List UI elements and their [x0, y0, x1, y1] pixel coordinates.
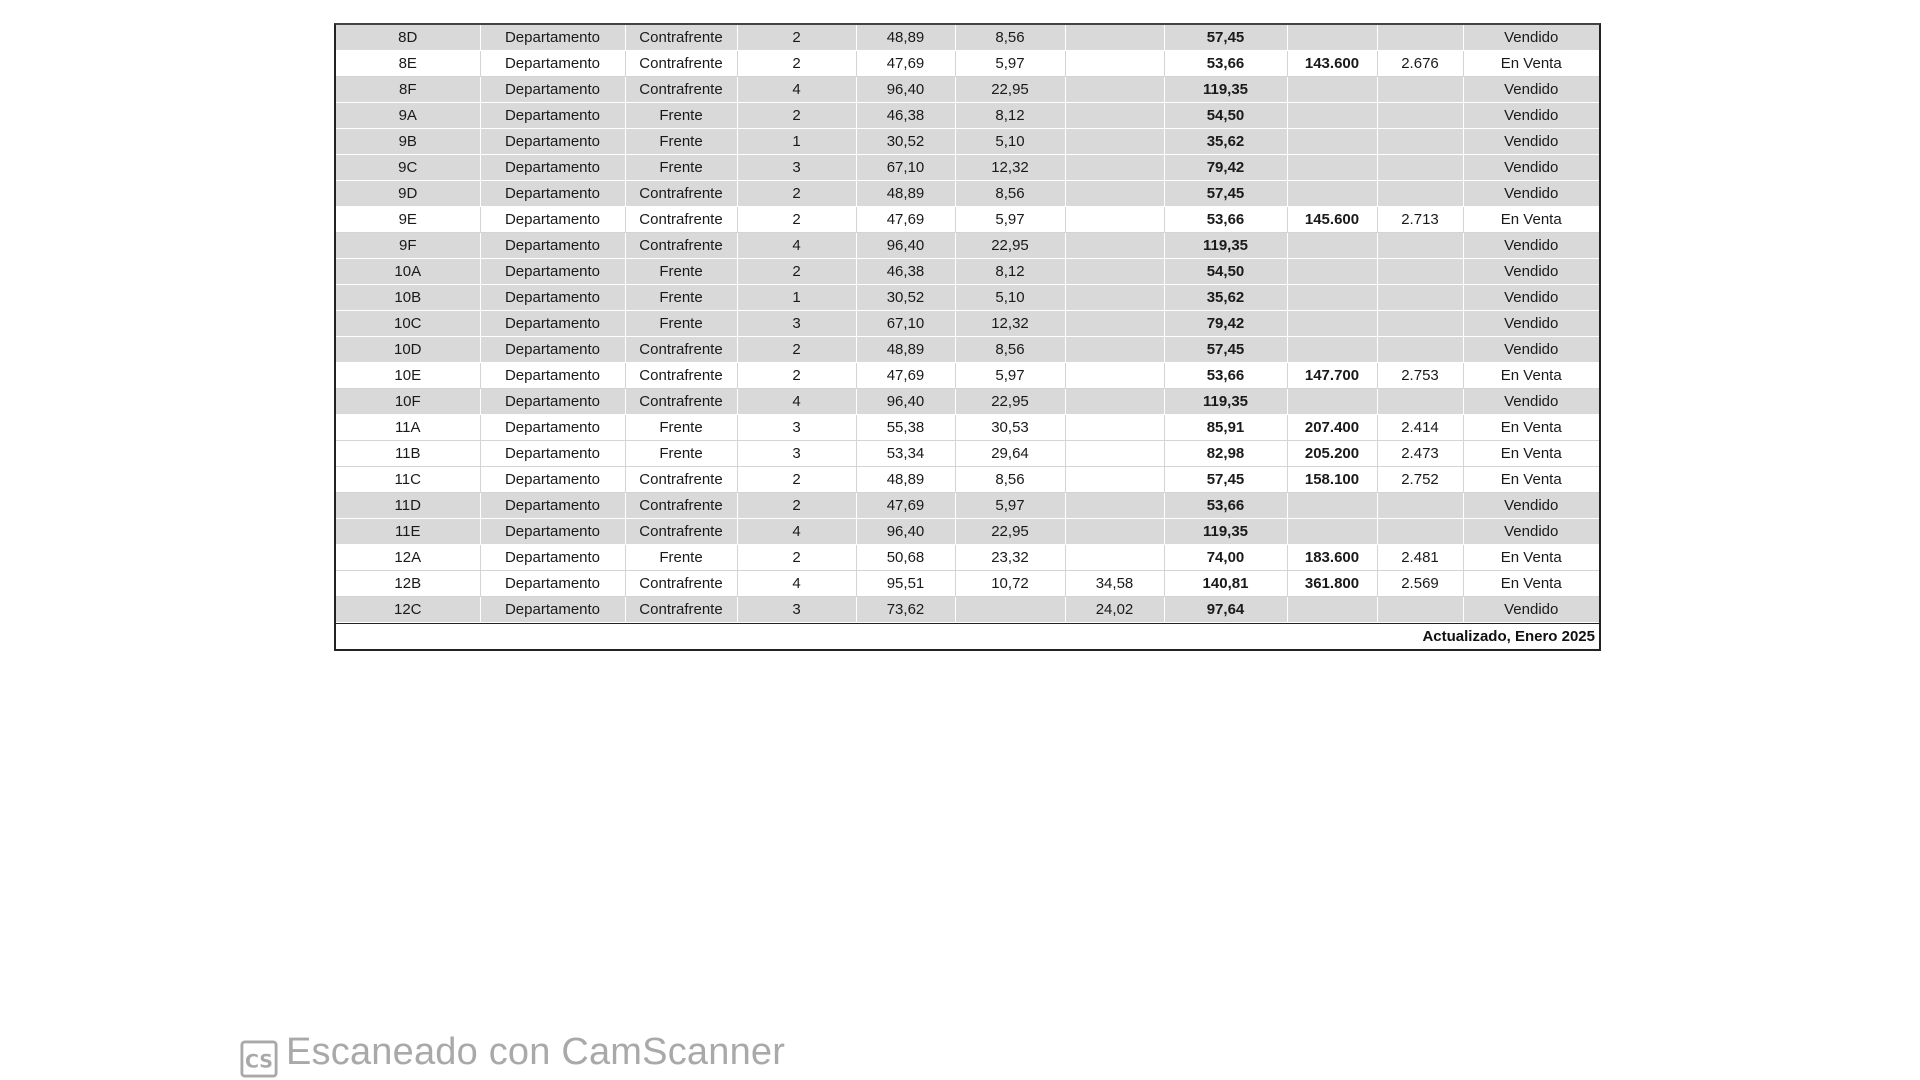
cell-unit: 8D — [336, 25, 480, 51]
cell-unit: 10E — [336, 363, 480, 389]
cell-unit: 10B — [336, 285, 480, 311]
cell-rooms: 2 — [737, 181, 856, 207]
cell-price — [1287, 129, 1377, 155]
cell-status: Vendido — [1463, 233, 1599, 259]
cell-total-m2: 119,35 — [1164, 519, 1287, 545]
cell-orientation: Frente — [625, 129, 737, 155]
table-row — [336, 389, 1599, 415]
cell-orientation: Contrafrente — [625, 337, 737, 363]
cell-rooms: 3 — [737, 415, 856, 441]
cell-semicovered-m2: 5,10 — [955, 285, 1065, 311]
cell-covered-m2: 48,89 — [856, 337, 955, 363]
cell-price — [1287, 389, 1377, 415]
cell-orientation: Contrafrente — [625, 571, 737, 597]
cell-type: Departamento — [480, 441, 625, 467]
cell-price-per-m2 — [1377, 25, 1463, 51]
cell-total-m2: 53,66 — [1164, 207, 1287, 233]
cell-price — [1287, 103, 1377, 129]
cell-covered-m2: 30,52 — [856, 285, 955, 311]
cell-extra-m2 — [1065, 519, 1164, 545]
table-row — [336, 493, 1599, 519]
cell-rooms: 2 — [737, 207, 856, 233]
cell-covered-m2: 46,38 — [856, 103, 955, 129]
camscanner-logo-text: CS — [245, 1050, 273, 1073]
watermark-text: Escaneado con CamScanner — [286, 1030, 786, 1073]
cell-type: Departamento — [480, 415, 625, 441]
cell-total-m2: 54,50 — [1164, 103, 1287, 129]
table-row — [336, 545, 1599, 571]
cell-type: Departamento — [480, 493, 625, 519]
table-row — [336, 77, 1599, 103]
cell-rooms: 1 — [737, 285, 856, 311]
cell-extra-m2 — [1065, 311, 1164, 337]
cell-semicovered-m2: 8,56 — [955, 181, 1065, 207]
cell-semicovered-m2: 5,10 — [955, 129, 1065, 155]
cell-rooms: 2 — [737, 103, 856, 129]
cell-orientation: Frente — [625, 259, 737, 285]
cell-type: Departamento — [480, 467, 625, 493]
cell-price-per-m2 — [1377, 389, 1463, 415]
cell-extra-m2: 34,58 — [1065, 571, 1164, 597]
cell-unit: 8F — [336, 77, 480, 103]
cell-covered-m2: 30,52 — [856, 129, 955, 155]
cell-covered-m2: 47,69 — [856, 51, 955, 77]
table-row — [336, 311, 1599, 337]
cell-type: Departamento — [480, 155, 625, 181]
cell-price-per-m2 — [1377, 311, 1463, 337]
cell-semicovered-m2 — [955, 597, 1065, 623]
table-row — [336, 155, 1599, 181]
cell-total-m2: 74,00 — [1164, 545, 1287, 571]
table-row — [336, 233, 1599, 259]
cell-rooms: 3 — [737, 597, 856, 623]
cell-price-per-m2 — [1377, 519, 1463, 545]
cell-covered-m2: 48,89 — [856, 181, 955, 207]
units-table — [336, 25, 1599, 623]
cell-rooms: 3 — [737, 441, 856, 467]
cell-orientation: Frente — [625, 545, 737, 571]
cell-unit: 10F — [336, 389, 480, 415]
cell-semicovered-m2: 30,53 — [955, 415, 1065, 441]
cell-status: Vendido — [1463, 285, 1599, 311]
cell-semicovered-m2: 5,97 — [955, 363, 1065, 389]
cell-type: Departamento — [480, 597, 625, 623]
camscanner-watermark — [240, 1028, 785, 1076]
cell-total-m2: 53,66 — [1164, 51, 1287, 77]
cell-unit: 11B — [336, 441, 480, 467]
cell-status: En Venta — [1463, 441, 1599, 467]
cell-extra-m2 — [1065, 233, 1164, 259]
cell-semicovered-m2: 5,97 — [955, 493, 1065, 519]
cell-rooms: 2 — [737, 467, 856, 493]
cell-rooms: 4 — [737, 389, 856, 415]
cell-semicovered-m2: 12,32 — [955, 155, 1065, 181]
cell-type: Departamento — [480, 181, 625, 207]
cell-semicovered-m2: 29,64 — [955, 441, 1065, 467]
cell-total-m2: 119,35 — [1164, 389, 1287, 415]
cell-unit: 10A — [336, 259, 480, 285]
cell-price-per-m2 — [1377, 493, 1463, 519]
cell-covered-m2: 47,69 — [856, 363, 955, 389]
cell-extra-m2 — [1065, 415, 1164, 441]
cell-semicovered-m2: 8,12 — [955, 259, 1065, 285]
table-row — [336, 337, 1599, 363]
cell-unit: 9D — [336, 181, 480, 207]
cell-price-per-m2 — [1377, 181, 1463, 207]
cell-orientation: Contrafrente — [625, 207, 737, 233]
cell-total-m2: 57,45 — [1164, 25, 1287, 51]
cell-price — [1287, 597, 1377, 623]
updated-note: Actualizado, Enero 2025 — [336, 623, 1599, 651]
cell-total-m2: 57,45 — [1164, 467, 1287, 493]
table-row — [336, 363, 1599, 389]
cell-price — [1287, 259, 1377, 285]
cell-extra-m2 — [1065, 441, 1164, 467]
cell-status: Vendido — [1463, 519, 1599, 545]
cell-total-m2: 57,45 — [1164, 181, 1287, 207]
cell-price-per-m2: 2.752 — [1377, 467, 1463, 493]
cell-total-m2: 57,45 — [1164, 337, 1287, 363]
cell-rooms: 4 — [737, 519, 856, 545]
cell-orientation: Contrafrente — [625, 519, 737, 545]
cell-price-per-m2 — [1377, 77, 1463, 103]
cell-semicovered-m2: 22,95 — [955, 519, 1065, 545]
cell-orientation: Contrafrente — [625, 363, 737, 389]
cell-total-m2: 140,81 — [1164, 571, 1287, 597]
cell-covered-m2: 95,51 — [856, 571, 955, 597]
cell-status: Vendido — [1463, 259, 1599, 285]
cell-semicovered-m2: 5,97 — [955, 207, 1065, 233]
cell-status: En Venta — [1463, 545, 1599, 571]
cell-type: Departamento — [480, 259, 625, 285]
cell-status: Vendido — [1463, 311, 1599, 337]
cell-extra-m2 — [1065, 337, 1164, 363]
cell-extra-m2 — [1065, 181, 1164, 207]
cell-status: Vendido — [1463, 103, 1599, 129]
cell-rooms: 3 — [737, 311, 856, 337]
cell-unit: 9C — [336, 155, 480, 181]
cell-price-per-m2: 2.481 — [1377, 545, 1463, 571]
cell-total-m2: 53,66 — [1164, 363, 1287, 389]
cell-total-m2: 119,35 — [1164, 77, 1287, 103]
cell-status: Vendido — [1463, 389, 1599, 415]
cell-semicovered-m2: 8,56 — [955, 25, 1065, 51]
cell-price — [1287, 285, 1377, 311]
cell-semicovered-m2: 12,32 — [955, 311, 1065, 337]
table-row — [336, 441, 1599, 467]
cell-orientation: Contrafrente — [625, 181, 737, 207]
cell-status: En Venta — [1463, 207, 1599, 233]
cell-orientation: Contrafrente — [625, 597, 737, 623]
cell-price — [1287, 233, 1377, 259]
cell-status: Vendido — [1463, 337, 1599, 363]
cell-orientation: Contrafrente — [625, 77, 737, 103]
cell-price: 205.200 — [1287, 441, 1377, 467]
cell-price-per-m2 — [1377, 233, 1463, 259]
cell-extra-m2 — [1065, 155, 1164, 181]
cell-unit: 10D — [336, 337, 480, 363]
cell-unit: 12C — [336, 597, 480, 623]
cell-covered-m2: 47,69 — [856, 207, 955, 233]
cell-extra-m2 — [1065, 545, 1164, 571]
cell-price: 361.800 — [1287, 571, 1377, 597]
cell-semicovered-m2: 8,12 — [955, 103, 1065, 129]
cell-price-per-m2: 2.713 — [1377, 207, 1463, 233]
cell-type: Departamento — [480, 51, 625, 77]
cell-price-per-m2 — [1377, 597, 1463, 623]
cell-extra-m2 — [1065, 103, 1164, 129]
table-row — [336, 259, 1599, 285]
cell-price-per-m2 — [1377, 103, 1463, 129]
cell-type: Departamento — [480, 337, 625, 363]
cell-total-m2: 85,91 — [1164, 415, 1287, 441]
cell-price: 158.100 — [1287, 467, 1377, 493]
cell-extra-m2 — [1065, 285, 1164, 311]
cell-extra-m2 — [1065, 363, 1164, 389]
cell-semicovered-m2: 23,32 — [955, 545, 1065, 571]
cell-orientation: Contrafrente — [625, 233, 737, 259]
cell-type: Departamento — [480, 25, 625, 51]
cell-semicovered-m2: 8,56 — [955, 467, 1065, 493]
cell-status: Vendido — [1463, 597, 1599, 623]
cell-orientation: Frente — [625, 415, 737, 441]
cell-covered-m2: 96,40 — [856, 519, 955, 545]
cell-covered-m2: 55,38 — [856, 415, 955, 441]
cell-orientation: Contrafrente — [625, 25, 737, 51]
table-row — [336, 285, 1599, 311]
cell-price: 143.600 — [1287, 51, 1377, 77]
cell-status: Vendido — [1463, 493, 1599, 519]
cell-price — [1287, 155, 1377, 181]
cell-covered-m2: 67,10 — [856, 155, 955, 181]
cell-price-per-m2 — [1377, 155, 1463, 181]
cell-status: En Venta — [1463, 571, 1599, 597]
cell-status: Vendido — [1463, 181, 1599, 207]
cell-price: 183.600 — [1287, 545, 1377, 571]
cell-covered-m2: 50,68 — [856, 545, 955, 571]
cell-price-per-m2: 2.676 — [1377, 51, 1463, 77]
cell-unit: 11C — [336, 467, 480, 493]
cell-extra-m2 — [1065, 467, 1164, 493]
cell-extra-m2 — [1065, 207, 1164, 233]
cell-orientation: Frente — [625, 103, 737, 129]
cell-unit: 11E — [336, 519, 480, 545]
camscanner-logo-icon — [240, 1040, 278, 1078]
cell-price-per-m2: 2.414 — [1377, 415, 1463, 441]
cell-rooms: 2 — [737, 259, 856, 285]
cell-status: En Venta — [1463, 467, 1599, 493]
table-row — [336, 51, 1599, 77]
cell-status: Vendido — [1463, 155, 1599, 181]
cell-rooms: 2 — [737, 363, 856, 389]
cell-type: Departamento — [480, 363, 625, 389]
cell-total-m2: 82,98 — [1164, 441, 1287, 467]
cell-type: Departamento — [480, 129, 625, 155]
cell-status: Vendido — [1463, 129, 1599, 155]
cell-price — [1287, 311, 1377, 337]
cell-unit: 10C — [336, 311, 480, 337]
cell-total-m2: 35,62 — [1164, 285, 1287, 311]
cell-semicovered-m2: 8,56 — [955, 337, 1065, 363]
table-row — [336, 129, 1599, 155]
cell-total-m2: 35,62 — [1164, 129, 1287, 155]
cell-rooms: 2 — [737, 25, 856, 51]
cell-type: Departamento — [480, 545, 625, 571]
cell-extra-m2 — [1065, 51, 1164, 77]
cell-type: Departamento — [480, 77, 625, 103]
cell-unit: 9E — [336, 207, 480, 233]
table-row — [336, 25, 1599, 51]
cell-extra-m2 — [1065, 259, 1164, 285]
cell-rooms: 4 — [737, 77, 856, 103]
cell-orientation: Frente — [625, 155, 737, 181]
cell-semicovered-m2: 22,95 — [955, 77, 1065, 103]
cell-price-per-m2 — [1377, 259, 1463, 285]
cell-price: 147.700 — [1287, 363, 1377, 389]
units-table-body — [336, 25, 1599, 623]
cell-unit: 8E — [336, 51, 480, 77]
cell-extra-m2: 24,02 — [1065, 597, 1164, 623]
cell-orientation: Frente — [625, 311, 737, 337]
cell-type: Departamento — [480, 571, 625, 597]
cell-total-m2: 97,64 — [1164, 597, 1287, 623]
cell-covered-m2: 53,34 — [856, 441, 955, 467]
cell-price — [1287, 181, 1377, 207]
table-row — [336, 103, 1599, 129]
cell-status: Vendido — [1463, 77, 1599, 103]
cell-covered-m2: 96,40 — [856, 389, 955, 415]
cell-price-per-m2 — [1377, 285, 1463, 311]
cell-total-m2: 54,50 — [1164, 259, 1287, 285]
table-row — [336, 571, 1599, 597]
cell-rooms: 2 — [737, 493, 856, 519]
cell-type: Departamento — [480, 519, 625, 545]
cell-type: Departamento — [480, 285, 625, 311]
table-row — [336, 467, 1599, 493]
table-row — [336, 519, 1599, 545]
cell-rooms: 2 — [737, 51, 856, 77]
cell-status: En Venta — [1463, 51, 1599, 77]
cell-price: 207.400 — [1287, 415, 1377, 441]
cell-type: Departamento — [480, 311, 625, 337]
cell-covered-m2: 48,89 — [856, 467, 955, 493]
cell-semicovered-m2: 22,95 — [955, 389, 1065, 415]
cell-rooms: 4 — [737, 233, 856, 259]
cell-rooms: 3 — [737, 155, 856, 181]
table-row — [336, 181, 1599, 207]
cell-semicovered-m2: 5,97 — [955, 51, 1065, 77]
cell-rooms: 4 — [737, 571, 856, 597]
cell-total-m2: 119,35 — [1164, 233, 1287, 259]
cell-price-per-m2: 2.473 — [1377, 441, 1463, 467]
cell-price-per-m2 — [1377, 129, 1463, 155]
cell-covered-m2: 73,62 — [856, 597, 955, 623]
cell-unit: 9B — [336, 129, 480, 155]
cell-covered-m2: 47,69 — [856, 493, 955, 519]
cell-orientation: Frente — [625, 441, 737, 467]
cell-rooms: 2 — [737, 337, 856, 363]
cell-type: Departamento — [480, 103, 625, 129]
cell-price: 145.600 — [1287, 207, 1377, 233]
cell-status: Vendido — [1463, 25, 1599, 51]
cell-total-m2: 53,66 — [1164, 493, 1287, 519]
cell-type: Departamento — [480, 233, 625, 259]
cell-extra-m2 — [1065, 389, 1164, 415]
cell-price-per-m2 — [1377, 337, 1463, 363]
cell-rooms: 2 — [737, 545, 856, 571]
cell-orientation: Frente — [625, 285, 737, 311]
cell-orientation: Contrafrente — [625, 51, 737, 77]
units-table-container — [334, 23, 1601, 651]
cell-price — [1287, 519, 1377, 545]
cell-extra-m2 — [1065, 129, 1164, 155]
cell-price — [1287, 337, 1377, 363]
cell-status: En Venta — [1463, 415, 1599, 441]
cell-covered-m2: 67,10 — [856, 311, 955, 337]
cell-extra-m2 — [1065, 493, 1164, 519]
cell-orientation: Contrafrente — [625, 467, 737, 493]
cell-type: Departamento — [480, 207, 625, 233]
cell-price — [1287, 77, 1377, 103]
cell-price-per-m2: 2.569 — [1377, 571, 1463, 597]
cell-total-m2: 79,42 — [1164, 311, 1287, 337]
cell-unit: 12B — [336, 571, 480, 597]
cell-unit: 9A — [336, 103, 480, 129]
cell-semicovered-m2: 10,72 — [955, 571, 1065, 597]
cell-price — [1287, 25, 1377, 51]
table-row — [336, 597, 1599, 623]
cell-unit: 9F — [336, 233, 480, 259]
cell-total-m2: 79,42 — [1164, 155, 1287, 181]
cell-orientation: Contrafrente — [625, 493, 737, 519]
cell-semicovered-m2: 22,95 — [955, 233, 1065, 259]
cell-covered-m2: 46,38 — [856, 259, 955, 285]
cell-covered-m2: 96,40 — [856, 77, 955, 103]
table-row — [336, 415, 1599, 441]
cell-type: Departamento — [480, 389, 625, 415]
cell-unit: 12A — [336, 545, 480, 571]
cell-price — [1287, 493, 1377, 519]
cell-rooms: 1 — [737, 129, 856, 155]
cell-covered-m2: 96,40 — [856, 233, 955, 259]
cell-orientation: Contrafrente — [625, 389, 737, 415]
cell-extra-m2 — [1065, 77, 1164, 103]
cell-extra-m2 — [1065, 25, 1164, 51]
cell-status: En Venta — [1463, 363, 1599, 389]
table-row — [336, 207, 1599, 233]
cell-price-per-m2: 2.753 — [1377, 363, 1463, 389]
cell-unit: 11D — [336, 493, 480, 519]
cell-covered-m2: 48,89 — [856, 25, 955, 51]
cell-unit: 11A — [336, 415, 480, 441]
